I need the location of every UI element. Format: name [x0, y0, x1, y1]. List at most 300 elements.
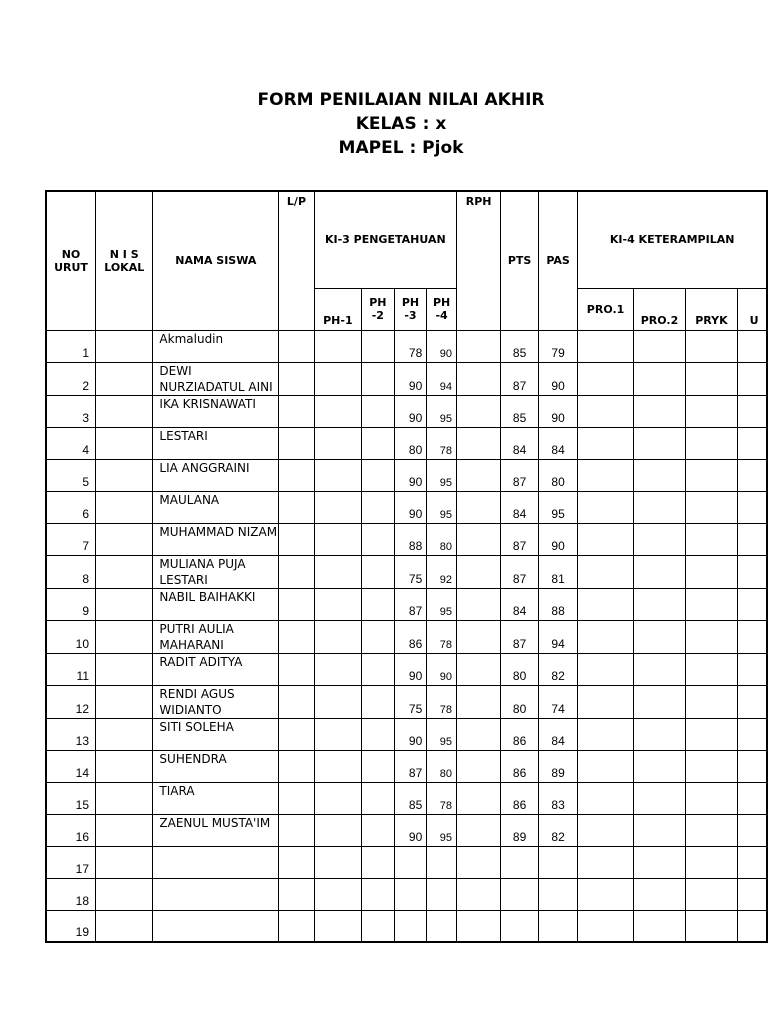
ph1-cell: [314, 814, 361, 846]
nis-cell: [96, 750, 153, 782]
pas-cell: 94: [538, 620, 577, 653]
ph3-cell: 87: [394, 750, 427, 782]
lp-cell: [279, 588, 314, 620]
header-pas: PAS: [538, 191, 577, 330]
table-row: [46, 362, 767, 395]
ph1-cell: [314, 491, 361, 523]
ph1-cell: [314, 782, 361, 814]
ph3-cell: [394, 878, 427, 910]
table-row: [46, 653, 767, 685]
pro2-cell: [633, 846, 686, 878]
pas-cell: 84: [538, 427, 577, 459]
pro1-cell: [578, 588, 633, 620]
row-number: 3: [46, 395, 96, 427]
pts-cell: 84: [501, 491, 539, 523]
rph-cell: [456, 588, 500, 620]
ph3-cell: [394, 846, 427, 878]
pts-cell: 85: [501, 395, 539, 427]
pas-cell: 90: [538, 395, 577, 427]
ph4-cell: 90: [427, 653, 457, 685]
student-name: [153, 910, 279, 942]
ph4-cell: 90: [427, 330, 457, 362]
pro1-cell: [578, 427, 633, 459]
pro2-cell: [633, 718, 686, 750]
ph3-cell: 75: [394, 555, 427, 588]
lp-cell: [279, 685, 314, 718]
pro1-cell: [578, 523, 633, 555]
pro2-cell: [633, 427, 686, 459]
rph-cell: [456, 878, 500, 910]
lp-cell: [279, 523, 314, 555]
pas-cell: [538, 878, 577, 910]
ph4-cell: [427, 910, 457, 942]
student-name: LESTARI: [153, 427, 279, 459]
row-number: 10: [46, 620, 96, 653]
nis-cell: [96, 814, 153, 846]
u-cell: [737, 395, 767, 427]
ph1-cell: [314, 750, 361, 782]
ph1-cell: [314, 620, 361, 653]
student-name: PUTRI AULIA MAHARANI: [153, 620, 279, 653]
row-number: 13: [46, 718, 96, 750]
student-name: IKA KRISNAWATI: [153, 395, 279, 427]
class-label: KELAS : x: [355, 114, 447, 134]
pas-cell: 90: [538, 362, 577, 395]
pro1-cell: [578, 910, 633, 942]
pryk-cell: [686, 330, 737, 362]
ph2-cell: [362, 718, 395, 750]
pryk-cell: [686, 814, 737, 846]
u-cell: [737, 555, 767, 588]
student-name: MUHAMMAD NIZAM: [153, 523, 279, 555]
rph-cell: [456, 653, 500, 685]
table-row: [46, 782, 767, 814]
table-row: [46, 750, 767, 782]
header-nama-siswa: NAMA SISWA: [153, 191, 279, 330]
row-number: 9: [46, 588, 96, 620]
table-row: [46, 523, 767, 555]
row-number: 7: [46, 523, 96, 555]
table-row: [46, 395, 767, 427]
u-cell: [737, 427, 767, 459]
header-ph3: PH -3: [394, 288, 427, 330]
ph1-cell: [314, 523, 361, 555]
row-number: 1: [46, 330, 96, 362]
pts-cell: 89: [501, 814, 539, 846]
ph3-cell: 90: [394, 491, 427, 523]
subject-label: MAPEL : Pjok: [338, 138, 464, 158]
table-row: [46, 910, 767, 942]
pts-cell: 87: [501, 523, 539, 555]
row-number: 11: [46, 653, 96, 685]
pro2-cell: [633, 653, 686, 685]
pro1-cell: [578, 685, 633, 718]
pro1-cell: [578, 750, 633, 782]
student-name: TIARA: [153, 782, 279, 814]
student-name: NABIL BAIHAKKI: [153, 588, 279, 620]
rph-cell: [456, 910, 500, 942]
ph1-cell: [314, 878, 361, 910]
ph2-cell: [362, 555, 395, 588]
nis-cell: [96, 427, 153, 459]
pro1-cell: [578, 459, 633, 491]
pas-cell: 74: [538, 685, 577, 718]
pryk-cell: [686, 555, 737, 588]
form-title: FORM PENILAIAN NILAI AKHIR: [257, 90, 545, 110]
row-number: 8: [46, 555, 96, 588]
table-row: [46, 846, 767, 878]
u-cell: [737, 491, 767, 523]
ph4-cell: 80: [427, 523, 457, 555]
ph3-cell: 87: [394, 588, 427, 620]
pro2-cell: [633, 782, 686, 814]
header-ki3: KI-3 PENGETAHUAN: [314, 191, 456, 288]
nis-cell: [96, 330, 153, 362]
pryk-cell: [686, 620, 737, 653]
header-nis-lokal: N I S LOKAL: [96, 191, 153, 330]
pas-cell: 95: [538, 491, 577, 523]
pas-cell: 82: [538, 814, 577, 846]
ph4-cell: 80: [427, 750, 457, 782]
lp-cell: [279, 782, 314, 814]
ph1-cell: [314, 555, 361, 588]
lp-cell: [279, 459, 314, 491]
nis-cell: [96, 653, 153, 685]
ph3-cell: [394, 910, 427, 942]
pts-cell: 86: [501, 718, 539, 750]
pts-cell: [501, 878, 539, 910]
ph1-cell: [314, 685, 361, 718]
student-name: ZAENUL MUSTA'IM: [153, 814, 279, 846]
pryk-cell: [686, 685, 737, 718]
form-title-block: [0, 88, 768, 160]
rph-cell: [456, 782, 500, 814]
student-name: [153, 878, 279, 910]
u-cell: [737, 620, 767, 653]
header-no-urut: NO URUT: [46, 191, 96, 330]
nis-cell: [96, 718, 153, 750]
table-row: [46, 459, 767, 491]
table-row: [46, 718, 767, 750]
ph1-cell: [314, 459, 361, 491]
ph3-cell: 90: [394, 718, 427, 750]
pro2-cell: [633, 588, 686, 620]
ph2-cell: [362, 330, 395, 362]
row-number: 12: [46, 685, 96, 718]
pas-cell: [538, 846, 577, 878]
nis-cell: [96, 395, 153, 427]
ph1-cell: [314, 330, 361, 362]
table-row: [46, 685, 767, 718]
u-cell: [737, 653, 767, 685]
header-ph2: PH -2: [362, 288, 395, 330]
pryk-cell: [686, 459, 737, 491]
ph4-cell: 78: [427, 782, 457, 814]
table-row: [46, 588, 767, 620]
pro2-cell: [633, 362, 686, 395]
pas-cell: 83: [538, 782, 577, 814]
ph4-cell: 95: [427, 814, 457, 846]
ph3-cell: 86: [394, 620, 427, 653]
nis-cell: [96, 459, 153, 491]
pryk-cell: [686, 653, 737, 685]
ph2-cell: [362, 653, 395, 685]
ph4-cell: 95: [427, 718, 457, 750]
pryk-cell: [686, 910, 737, 942]
rph-cell: [456, 491, 500, 523]
pts-cell: 80: [501, 685, 539, 718]
student-name: RADIT ADITYA: [153, 653, 279, 685]
header-pryk: PRYK: [686, 288, 737, 330]
row-number: 17: [46, 846, 96, 878]
u-cell: [737, 362, 767, 395]
pryk-cell: [686, 395, 737, 427]
pas-cell: [538, 910, 577, 942]
pro2-cell: [633, 459, 686, 491]
header-lp: L/P: [279, 191, 314, 330]
lp-cell: [279, 362, 314, 395]
student-name: LIA ANGGRAINI: [153, 459, 279, 491]
pro2-cell: [633, 878, 686, 910]
pryk-cell: [686, 427, 737, 459]
pts-cell: 87: [501, 555, 539, 588]
u-cell: [737, 814, 767, 846]
u-cell: [737, 718, 767, 750]
rph-cell: [456, 620, 500, 653]
pro2-cell: [633, 491, 686, 523]
pro1-cell: [578, 330, 633, 362]
table-row: [46, 620, 767, 653]
pts-cell: 87: [501, 620, 539, 653]
header-rph: RPH: [456, 191, 500, 330]
ph2-cell: [362, 846, 395, 878]
rph-cell: [456, 750, 500, 782]
pro2-cell: [633, 395, 686, 427]
nis-cell: [96, 910, 153, 942]
lp-cell: [279, 878, 314, 910]
rph-cell: [456, 523, 500, 555]
header-ki4: KI-4 KETERAMPILAN: [578, 191, 767, 288]
row-number: 16: [46, 814, 96, 846]
student-name: [153, 846, 279, 878]
pro2-cell: [633, 523, 686, 555]
ph1-cell: [314, 362, 361, 395]
ph2-cell: [362, 459, 395, 491]
row-number: 2: [46, 362, 96, 395]
ph4-cell: 95: [427, 395, 457, 427]
u-cell: [737, 878, 767, 910]
ph1-cell: [314, 910, 361, 942]
ph3-cell: 90: [394, 653, 427, 685]
ph4-cell: 92: [427, 555, 457, 588]
lp-cell: [279, 491, 314, 523]
row-number: 18: [46, 878, 96, 910]
rph-cell: [456, 814, 500, 846]
ph4-cell: 95: [427, 588, 457, 620]
ph1-cell: [314, 653, 361, 685]
nis-cell: [96, 782, 153, 814]
pts-cell: 80: [501, 653, 539, 685]
pryk-cell: [686, 750, 737, 782]
pro2-cell: [633, 910, 686, 942]
pro1-cell: [578, 555, 633, 588]
row-number: 4: [46, 427, 96, 459]
student-name: RENDI AGUS WIDIANTO: [153, 685, 279, 718]
pro2-cell: [633, 620, 686, 653]
student-name: MAULANA: [153, 491, 279, 523]
header-ph1: PH-1: [314, 288, 361, 330]
rph-cell: [456, 459, 500, 491]
pryk-cell: [686, 523, 737, 555]
table-row: [46, 330, 767, 362]
pas-cell: 88: [538, 588, 577, 620]
pro1-cell: [578, 846, 633, 878]
ph1-cell: [314, 395, 361, 427]
nis-cell: [96, 491, 153, 523]
ph3-cell: 90: [394, 362, 427, 395]
row-number: 19: [46, 910, 96, 942]
row-number: 6: [46, 491, 96, 523]
nis-cell: [96, 523, 153, 555]
lp-cell: [279, 653, 314, 685]
ph2-cell: [362, 620, 395, 653]
header-pro1: PRO.1: [578, 288, 633, 330]
ph2-cell: [362, 750, 395, 782]
ph4-cell: 94: [427, 362, 457, 395]
pro1-cell: [578, 620, 633, 653]
lp-cell: [279, 395, 314, 427]
ph3-cell: 90: [394, 459, 427, 491]
table-row: [46, 491, 767, 523]
u-cell: [737, 846, 767, 878]
student-name: SITI SOLEHA: [153, 718, 279, 750]
pts-cell: [501, 846, 539, 878]
lp-cell: [279, 718, 314, 750]
pryk-cell: [686, 362, 737, 395]
ph3-cell: 88: [394, 523, 427, 555]
nis-cell: [96, 555, 153, 588]
table-row: [46, 878, 767, 910]
pas-cell: 80: [538, 459, 577, 491]
pts-cell: 84: [501, 427, 539, 459]
pas-cell: 79: [538, 330, 577, 362]
rph-cell: [456, 362, 500, 395]
ph4-cell: 78: [427, 685, 457, 718]
row-number: 5: [46, 459, 96, 491]
ph3-cell: 85: [394, 782, 427, 814]
rph-cell: [456, 718, 500, 750]
row-number: 14: [46, 750, 96, 782]
pro1-cell: [578, 718, 633, 750]
u-cell: [737, 330, 767, 362]
lp-cell: [279, 910, 314, 942]
ph1-cell: [314, 846, 361, 878]
pryk-cell: [686, 718, 737, 750]
ph2-cell: [362, 878, 395, 910]
lp-cell: [279, 620, 314, 653]
ph3-cell: 75: [394, 685, 427, 718]
header-pts: PTS: [501, 191, 539, 330]
pro1-cell: [578, 814, 633, 846]
ph2-cell: [362, 685, 395, 718]
lp-cell: [279, 330, 314, 362]
ph4-cell: 78: [427, 427, 457, 459]
ph4-cell: 95: [427, 459, 457, 491]
pro1-cell: [578, 491, 633, 523]
ph3-cell: 90: [394, 814, 427, 846]
ph3-cell: 78: [394, 330, 427, 362]
pts-cell: 84: [501, 588, 539, 620]
pts-cell: 86: [501, 782, 539, 814]
ph2-cell: [362, 491, 395, 523]
pro1-cell: [578, 878, 633, 910]
student-name: Akmaludin: [153, 330, 279, 362]
nis-cell: [96, 620, 153, 653]
table-row: [46, 555, 767, 588]
ph3-cell: 90: [394, 395, 427, 427]
rph-cell: [456, 846, 500, 878]
pas-cell: 84: [538, 718, 577, 750]
student-name: SUHENDRA: [153, 750, 279, 782]
pryk-cell: [686, 782, 737, 814]
pro2-cell: [633, 555, 686, 588]
ph2-cell: [362, 910, 395, 942]
nis-cell: [96, 362, 153, 395]
pro2-cell: [633, 685, 686, 718]
lp-cell: [279, 750, 314, 782]
lp-cell: [279, 555, 314, 588]
nis-cell: [96, 878, 153, 910]
ph1-cell: [314, 427, 361, 459]
pryk-cell: [686, 846, 737, 878]
u-cell: [737, 685, 767, 718]
pro1-cell: [578, 395, 633, 427]
pro2-cell: [633, 814, 686, 846]
ph2-cell: [362, 523, 395, 555]
ph2-cell: [362, 782, 395, 814]
pro2-cell: [633, 330, 686, 362]
header-pro2: PRO.2: [633, 288, 686, 330]
ph2-cell: [362, 814, 395, 846]
ph4-cell: 78: [427, 620, 457, 653]
rph-cell: [456, 395, 500, 427]
pro1-cell: [578, 782, 633, 814]
pts-cell: 87: [501, 362, 539, 395]
ph2-cell: [362, 427, 395, 459]
header-ph4: PH -4: [427, 288, 457, 330]
rph-cell: [456, 685, 500, 718]
lp-cell: [279, 814, 314, 846]
nis-cell: [96, 588, 153, 620]
pryk-cell: [686, 878, 737, 910]
pas-cell: 82: [538, 653, 577, 685]
ph2-cell: [362, 588, 395, 620]
table-row: [46, 814, 767, 846]
lp-cell: [279, 846, 314, 878]
pro1-cell: [578, 653, 633, 685]
table-body: [46, 330, 767, 942]
ph4-cell: [427, 878, 457, 910]
pts-cell: 85: [501, 330, 539, 362]
ph2-cell: [362, 362, 395, 395]
u-cell: [737, 750, 767, 782]
student-name: MULIANA PUJA LESTARI: [153, 555, 279, 588]
student-name: DEWI NURZIADATUL AINI: [153, 362, 279, 395]
row-number: 15: [46, 782, 96, 814]
pas-cell: 89: [538, 750, 577, 782]
ph4-cell: 95: [427, 491, 457, 523]
rph-cell: [456, 427, 500, 459]
